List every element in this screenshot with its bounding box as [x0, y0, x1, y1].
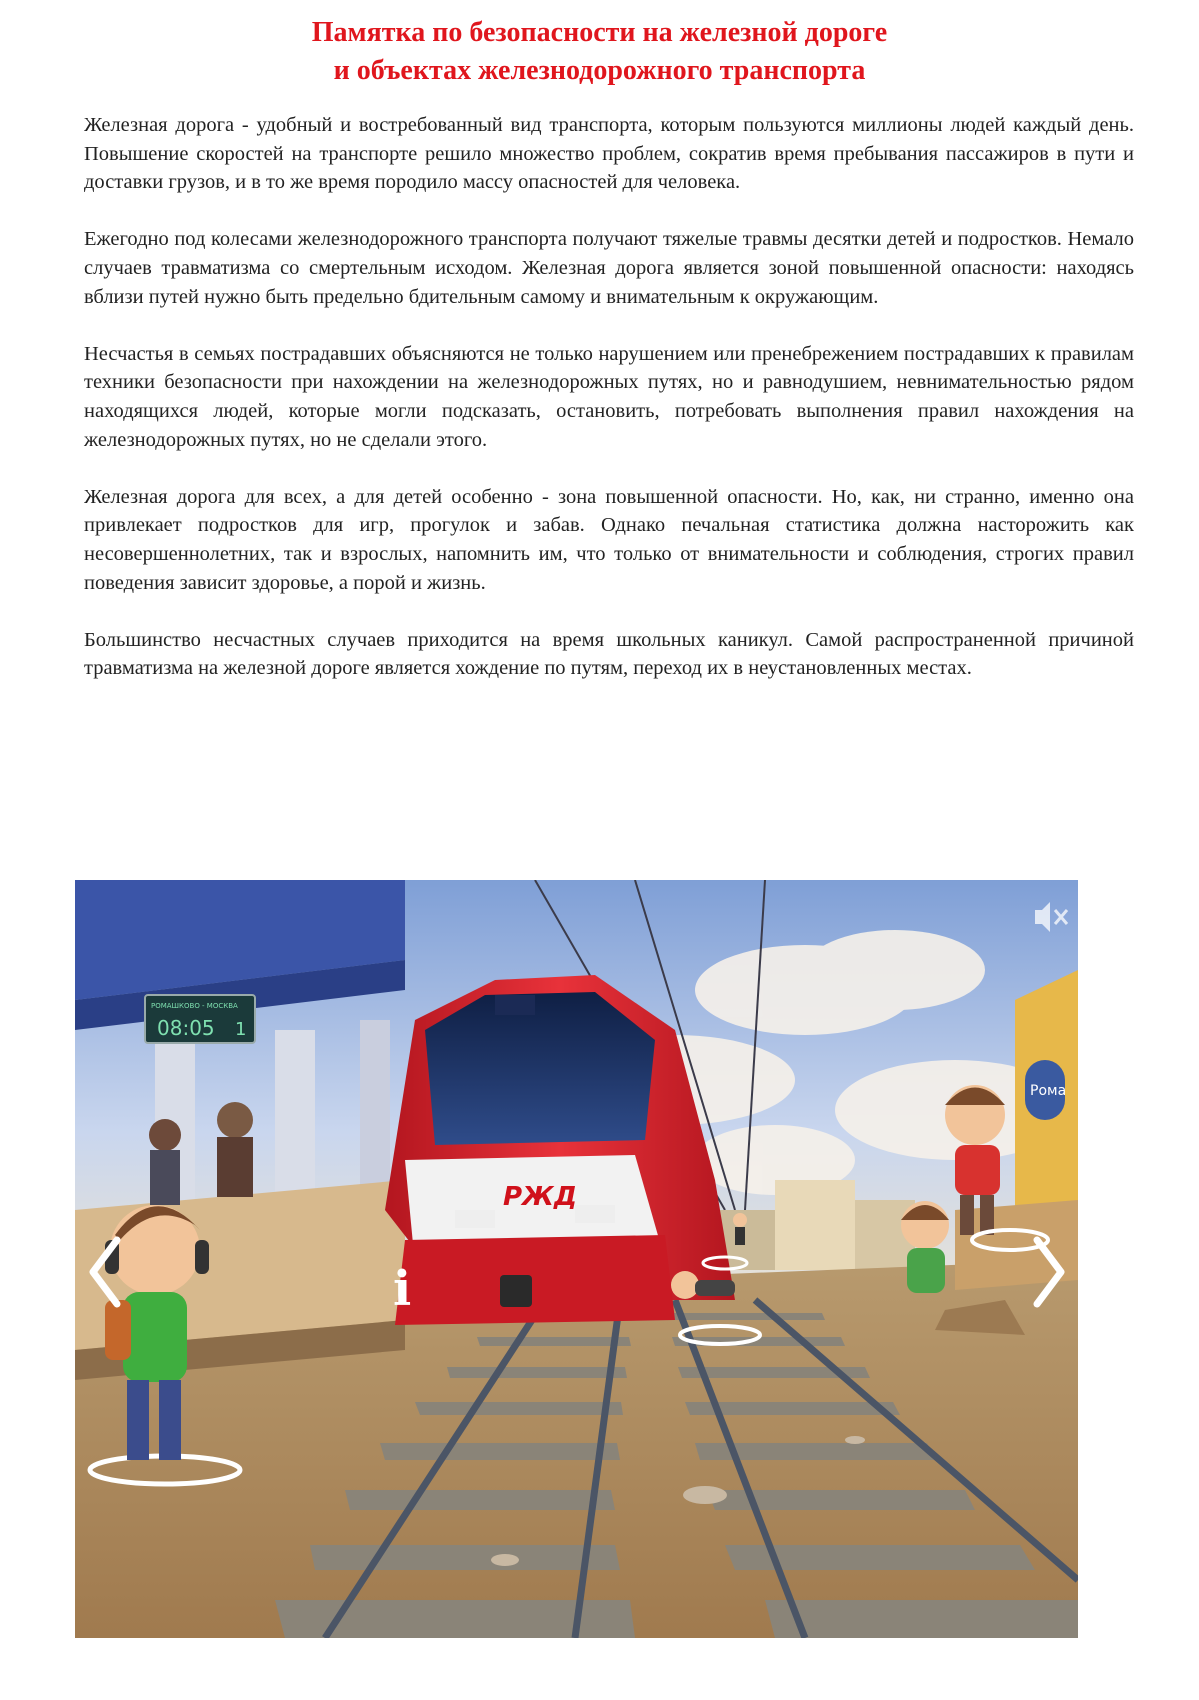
- article-body: [84, 111, 1134, 683]
- svg-text:i: i: [393, 1261, 412, 1317]
- paragraph-5: Большинство несчастных случаев приходится на время школьных каникул. Самой распространенной причиной травматизма на железной дороге является хождение по путям, переход их в неустановленных местах.: [84, 628, 1134, 680]
- board-route: РОМАШКОВО - МОСКВА: [151, 1002, 238, 1010]
- child-far-on-track: [733, 1213, 747, 1245]
- railway-safety-illustration: [75, 880, 1078, 1638]
- title-line-1: Памятка по безопасности на железной дороге: [311, 17, 888, 48]
- page-title: [0, 14, 1199, 90]
- paragraph-3: Несчастья в семьях пострадавших объясняются не только нарушением или пренебрежением пострадавших к правилам техники безопасности при нахождении на железнодорожных путях, но и равнодушием, невнимательностью рядом находящихся людей, которые могли подсказать, остановить, потребовать выполнения правил нахождения на железнодорожных путях, но не сделали этого.: [84, 342, 1134, 451]
- board-time: 08:05: [157, 1016, 215, 1040]
- departure-board: [145, 995, 255, 1043]
- paragraph-2: Ежегодно под колесами железнодорожного транспорта получают тяжелые травмы десятки детей и подростков. Немало случаев травматизма со смертельным исходом. Железная дорога является зоной повышенной опасности: находясь вблизи путей нужно быть предельно бдительным самому и внимательным к окружающим.: [84, 228, 1134, 308]
- paragraph-4: Железная дорога для всех, а для детей особенно - зона повышенной опасности. Но, как, ни странно, именно она привлекает подростков для игр, прогулок и забав. Однако печальная статистика должна насторожить как несовершеннолетних, так и взрослых, напомнить им, что только от внимательности и соблюдения, строгих правил поведения зависит здоровье, а порой и жизнь.: [84, 485, 1134, 594]
- paragraph-1: Железная дорога - удобный и востребованный вид транспорта, которым пользуются миллионы людей каждый день. Повышение скоростей на транспорте решило множество проблем, сократив время пребывания пассажиров в пути и доставки грузов, и в то же время породило массу опасностей для человека.: [84, 114, 1134, 194]
- title-line-2: и объектах железнодорожного транспорта: [333, 55, 866, 86]
- station-sign: Рома: [1030, 1083, 1067, 1099]
- train-logo: РЖД: [503, 1182, 578, 1212]
- board-track: 1: [235, 1019, 247, 1040]
